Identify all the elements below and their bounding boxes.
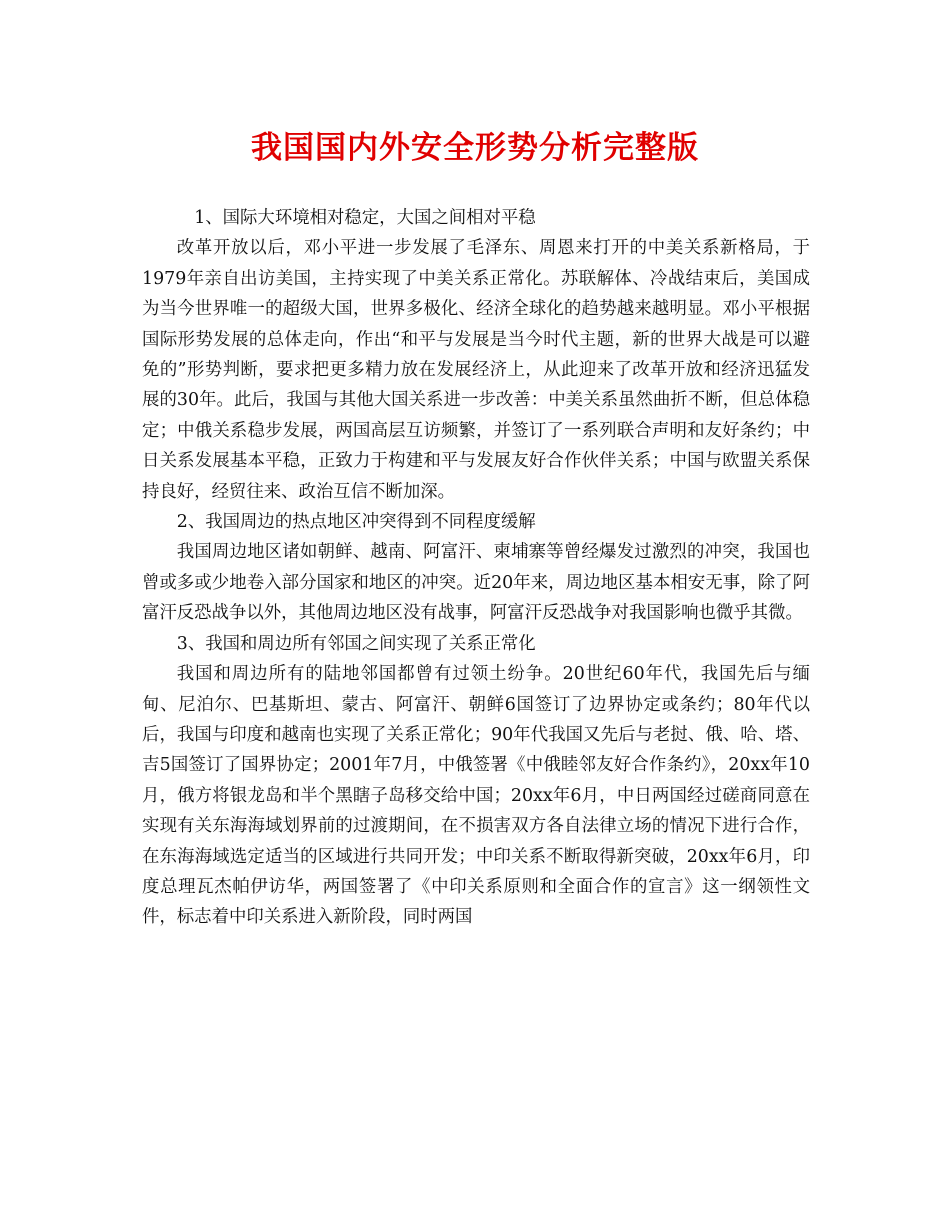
section-heading-3: 3、我国和周边所有邻国之间实现了关系正常化 xyxy=(176,633,536,654)
section-paragraph-1: 改革开放以后，邓小平进一步发展了毛泽东、周恩来打开的中美关系新格局，于1979年亲自出访美国，主持实现了中美关系正常化。苏联解体、冷战结束后，美国成为当今世界唯一的超级大国，世界多极化、经济全球化的趋势越来越明显。邓小平根据国际形势发展的总体走向，作出“和平与发展是当今时代主题，新的世界大战是可以避免的”形势判断，要求把更多精力放在发展经济上，从此迎来了改革开放和经济迅猛发展的30年。此后，我国与其他大国关系进一步改善：中美关系虽然曲折不断，但总体稳定；中俄关系稳步发展，两国高层互访频繁，并签订了一系列联合声明和友好条约；中日关系发展基本平稳，正致力于构建和平与发展友好合作伙伴关系；中国与欧盟关系保持良好，经贸往来、政治互信不断加深。 xyxy=(142,238,810,502)
section-heading-1: 1、国际大环境相对稳定，大国之间相对平稳 xyxy=(194,208,536,228)
document-body xyxy=(142,203,810,933)
section-paragraph-2: 我国周边地区诸如朝鲜、越南、阿富汗、柬埔寨等曾经爆发过激烈的冲突，我国也曾或多或少地卷入部分国家和地区的冲突。近20年来，周边地区基本相安无事，除了阿富汗反恐战争以外，其他周边地区没有战事，阿富汗反恐战争对我国影响也微乎其微。 xyxy=(142,542,810,624)
section-paragraph-3: 我国和周边所有的陆地邻国都曾有过领土纷争。20世纪60年代，我国先后与缅甸、尼泊尔、巴基斯坦、蒙古、阿富汗、朝鲜6国签订了边界协定或条约；80年代以后，我国与印度和越南也实现了关系正常化；90年代我国又先后与老挝、俄、哈、塔、吉5国签订了国界协定；2001年7月，中俄签署《中俄睦邻友好合作条约》，20xx年10月，俄方将银龙岛和半个黑瞎子岛移交给中国；20xx年6月，中日两国经过磋商同意在实现有关东海海域划界前的过渡期间，在不损害双方各自法律立场的情况下进行合作，在东海海域选定适当的区域进行共同开发；中印关系不断取得新突破，20xx年6月，印度总理瓦杰帕伊访华，两国签署了《中印关系原则和全面合作的宣言》这一纲领性文件，标志着中印关系进入新阶段，同时两国 xyxy=(142,664,810,928)
document-title: 我国国内外安全形势分析完整版 xyxy=(251,130,699,166)
section-heading-2: 2、我国周边的热点地区冲突得到不同程度缓解 xyxy=(176,512,536,533)
